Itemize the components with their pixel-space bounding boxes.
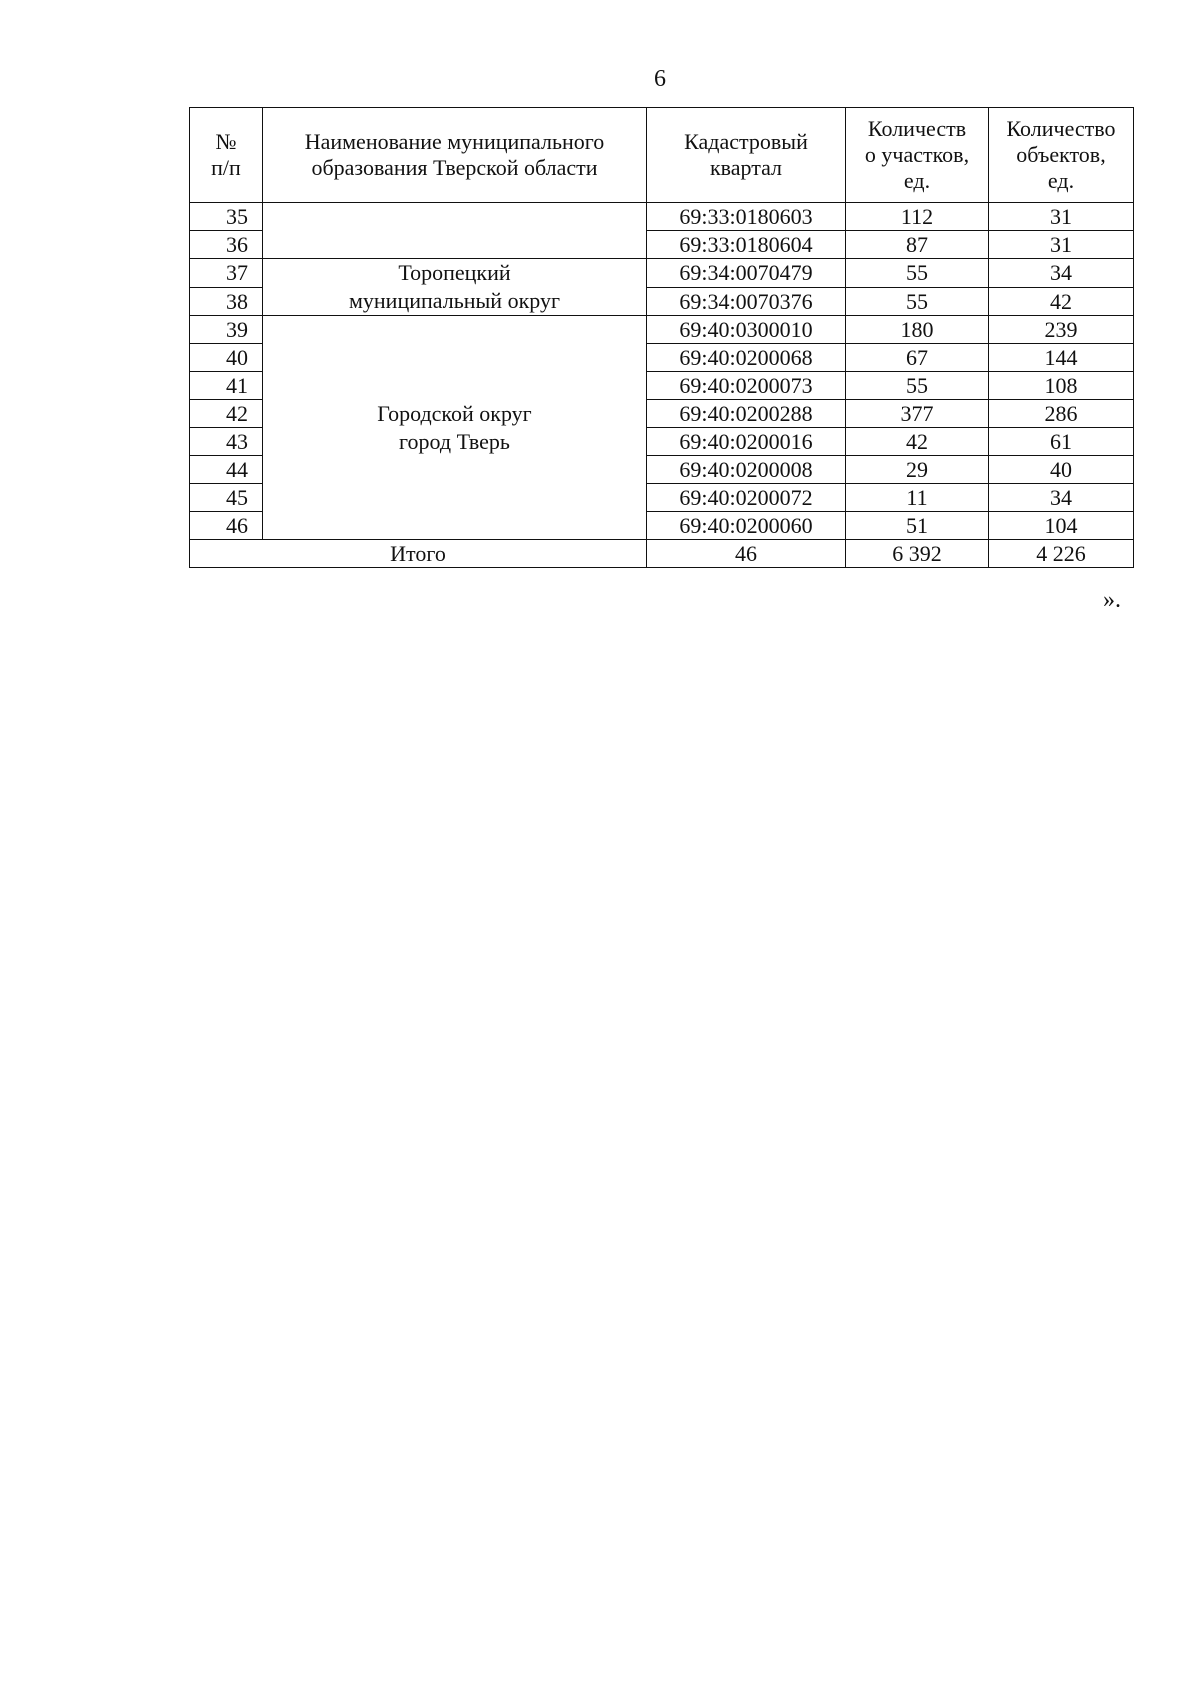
page-number: 6 <box>654 66 666 92</box>
table-row <box>190 203 1134 231</box>
plots-count: 180 <box>846 316 989 344</box>
header-objects-count <box>989 108 1134 203</box>
header-objects-line: Количество <box>1006 116 1116 141</box>
total-plots: 6 392 <box>846 540 989 568</box>
row-number: 42 <box>190 400 263 428</box>
header-plots-count <box>846 108 989 203</box>
cadastral-quarter: 69:40:0200060 <box>647 512 846 540</box>
cadastral-quarter: 69:40:0200016 <box>647 428 846 456</box>
objects-count: 239 <box>989 316 1134 344</box>
cadastral-quarter: 69:34:0070376 <box>647 287 846 316</box>
row-number: 44 <box>190 456 263 484</box>
municipality-name-line: Торопецкий <box>398 260 511 285</box>
header-municipality-line: образования Тверской области <box>311 155 598 180</box>
municipality-name-line: муниципальный округ <box>348 288 560 313</box>
header-objects-line: ед. <box>1047 168 1075 193</box>
header-plots-line: о участков, <box>864 142 970 167</box>
header-num-line: № <box>215 129 237 154</box>
table-row <box>190 259 1134 288</box>
cadastral-quarter: 69:34:0070479 <box>647 259 846 288</box>
cadastral-quarter: 69:40:0200068 <box>647 344 846 372</box>
cadastral-quarter: 69:40:0300010 <box>647 316 846 344</box>
row-number: 41 <box>190 372 263 400</box>
total-row <box>190 540 1134 568</box>
cadastral-quarter: 69:33:0180604 <box>647 231 846 259</box>
header-municipality-line: Наименование муниципального <box>304 129 605 154</box>
objects-count: 61 <box>989 428 1134 456</box>
row-number: 40 <box>190 344 263 372</box>
plots-count: 55 <box>846 287 989 316</box>
table-header-row <box>190 108 1134 203</box>
plots-count: 55 <box>846 372 989 400</box>
row-number: 45 <box>190 484 263 512</box>
municipality-name <box>263 316 647 540</box>
plots-count: 87 <box>846 231 989 259</box>
header-num-line: п/п <box>211 155 241 180</box>
plots-count: 55 <box>846 259 989 288</box>
cadastral-quarter: 69:40:0200008 <box>647 456 846 484</box>
objects-count: 40 <box>989 456 1134 484</box>
header-plots-line: Количеств <box>867 116 967 141</box>
objects-count: 34 <box>989 484 1134 512</box>
plots-count: 67 <box>846 344 989 372</box>
municipality-name <box>263 259 647 316</box>
row-number: 39 <box>190 316 263 344</box>
municipality-name-line: город Тверь <box>399 428 510 454</box>
objects-count: 286 <box>989 400 1134 428</box>
total-label: Итого <box>190 540 647 568</box>
row-number: 46 <box>190 512 263 540</box>
row-number: 36 <box>190 231 263 259</box>
objects-count: 104 <box>989 512 1134 540</box>
header-plots-line: ед. <box>903 168 931 193</box>
row-number: 38 <box>190 287 263 316</box>
municipality-name-line: Городской округ <box>377 400 532 426</box>
objects-count: 144 <box>989 344 1134 372</box>
header-quarter-line: Кадастровый <box>684 129 808 154</box>
header-objects-line: объектов, <box>1016 142 1106 167</box>
municipality-name <box>263 203 647 259</box>
plots-count: 377 <box>846 400 989 428</box>
cadastral-quarter: 69:40:0200288 <box>647 400 846 428</box>
cadastral-quarter: 69:40:0200073 <box>647 372 846 400</box>
plots-count: 51 <box>846 512 989 540</box>
header-municipality <box>263 108 647 203</box>
cadastral-quarter: 69:33:0180603 <box>647 203 846 231</box>
objects-count: 34 <box>989 259 1134 288</box>
cadastral-table <box>189 107 1134 568</box>
objects-count: 31 <box>989 203 1134 231</box>
plots-count: 11 <box>846 484 989 512</box>
row-number: 35 <box>190 203 263 231</box>
header-num <box>190 108 263 203</box>
plots-count: 112 <box>846 203 989 231</box>
closing-quote: ». <box>1103 587 1121 613</box>
header-quarter-line: квартал <box>709 155 783 180</box>
table-row <box>190 316 1134 344</box>
objects-count: 42 <box>989 287 1134 316</box>
plots-count: 42 <box>846 428 989 456</box>
objects-count: 31 <box>989 231 1134 259</box>
cadastral-quarter: 69:40:0200072 <box>647 484 846 512</box>
header-cadastral-quarter <box>647 108 846 203</box>
objects-count: 108 <box>989 372 1134 400</box>
row-number: 37 <box>190 259 263 288</box>
table-body <box>190 203 1134 568</box>
plots-count: 29 <box>846 456 989 484</box>
row-number: 43 <box>190 428 263 456</box>
total-objects: 4 226 <box>989 540 1134 568</box>
total-quarters: 46 <box>647 540 846 568</box>
